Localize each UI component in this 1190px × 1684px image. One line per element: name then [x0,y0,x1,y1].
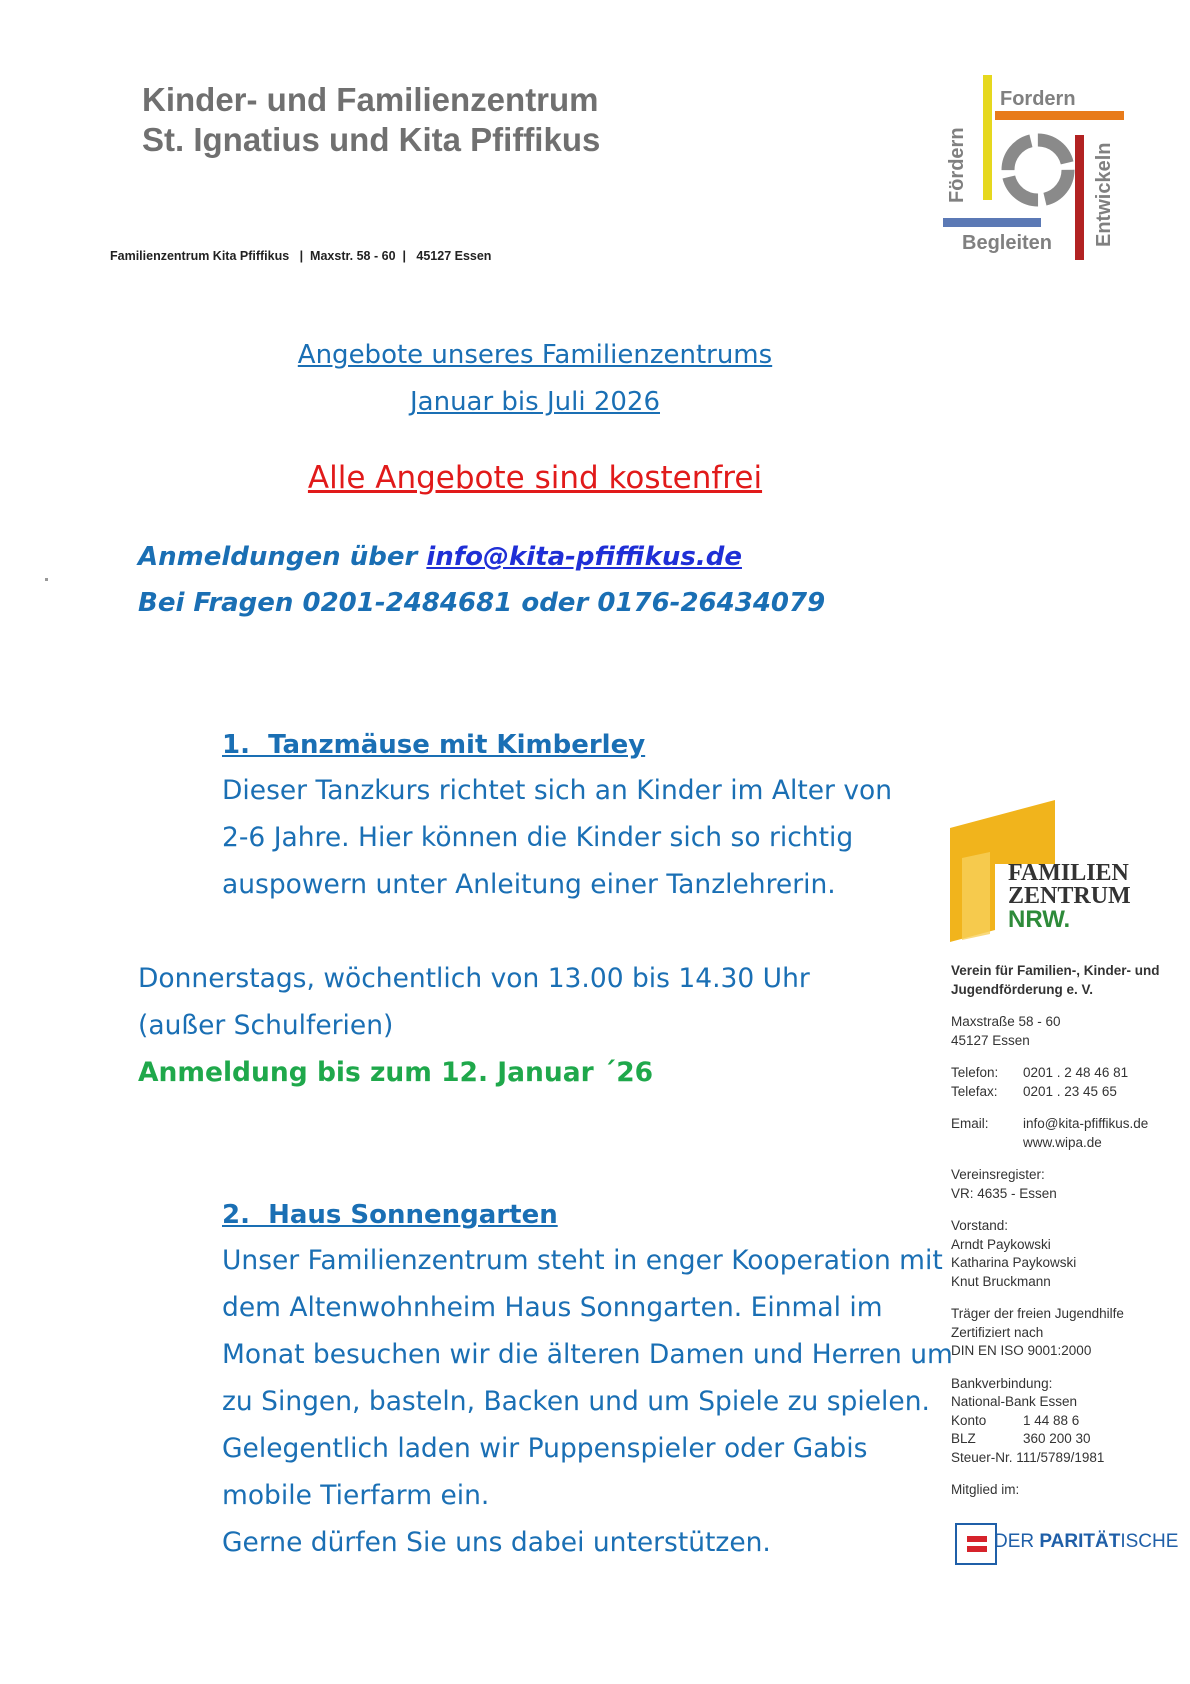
section-1-body [222,767,892,908]
section-1-heading: 1. Tanzmäuse mit Kimberley [222,730,646,760]
section-2-line: Monat besuchen wir die älteren Damen und Herren um [222,1339,953,1370]
sidebar-register: VR: 4635 - Essen [951,1185,1057,1201]
header-address: Familienzentrum Kita Pfiffikus | Maxstr. 58 - 60 | 45127 Essen [110,249,492,263]
logo-blue-bar [943,218,1041,227]
section-1-line: auspowern unter Anleitung einer Tanzlehrerin. [222,869,836,900]
logo-orange-bar [995,111,1124,120]
registration-line [138,542,742,572]
logo-ring-icon [1008,140,1068,200]
sidebar-city: 45127 Essen [951,1032,1030,1048]
registration-email-link[interactable]: info@kita-pfiffikus.de [426,542,742,572]
sidebar-member-label: Mitglied im: [951,1482,1020,1497]
logo-red-bar [1075,135,1084,260]
sidebar-telefon: Telefon: 0201 . 2 48 46 81 [951,1065,1129,1080]
logo-entwickeln: Entwickeln [1093,142,1115,247]
free-notice: Alle Angebote sind kostenfrei [307,460,763,496]
sidebar-board-label: Vorstand: [951,1218,1009,1233]
section-2-heading: 2. Haus Sonnengarten [222,1200,558,1230]
sidebar-traeger-1: Träger der freien Jugendhilfe [951,1306,1124,1321]
sidebar-board-member: Katharina Paykowski [951,1255,1077,1270]
sidebar-email: Email: info@kita-pfiffikus.de [951,1116,1149,1131]
section-1-note: (außer Schulferien) [138,1010,394,1041]
offers-period: Januar bis Juli 2026 [409,387,660,417]
sidebar-street: Maxstraße 58 - 60 [951,1014,1061,1029]
nrw-logo-line2: ZENTRUM [1008,883,1131,909]
section-2-body [222,1237,953,1566]
paritaet-logo-text: DER PARITÄTISCHE [994,1531,1179,1552]
sidebar-info [951,962,1160,1500]
logo-fordern: Fordern [1000,88,1076,110]
sidebar-org-1: Verein für Familien-, Kinder- und [951,963,1160,978]
title-line-1: Kinder- und Familienzentrum [142,81,599,118]
sidebar-board-member: Arndt Paykowski [951,1236,1051,1252]
title-line-2: St. Ignatius und Kita Pfiffikus [142,121,601,158]
familienzentrum-logo [935,75,1135,265]
sidebar-bank-label: Bankverbindung: [951,1375,1053,1391]
stray-dot [45,578,48,581]
paritaet-logo-box [955,1523,997,1565]
section-2-line: Gelegentlich laden wir Puppenspieler oder Gabis [222,1433,868,1464]
sidebar-telefax: Telefax: 0201 . 23 45 65 [951,1083,1117,1099]
sidebar-web: www.wipa.de [1023,1134,1102,1150]
section-1-line: 2-6 Jahre. Hier können die Kinder sich so richtig [222,822,854,853]
sidebar-org-2: Jugendförderung e. V. [951,981,1094,997]
nrw-logo-line1: FAMILIEN [1008,860,1129,886]
questions-line: Bei Fragen 0201-2484681 oder 0176-26434079 [138,588,826,618]
section-2-line: mobile Tierfarm ein. [222,1480,490,1511]
logo-yellow-bar [983,75,992,200]
sidebar-board-member: Knut Bruckmann [951,1273,1051,1289]
sidebar-register-label: Vereinsregister: [951,1167,1045,1182]
organization-title [142,80,600,160]
section-1-details [138,955,810,1096]
section-1-deadline: Anmeldung bis zum 12. Januar ´26 [138,1057,654,1088]
sidebar-blz: BLZ 360 200 30 [951,1431,1091,1446]
logo-foerdern: Fördern [946,127,968,203]
registration-prefix: Anmeldungen über [138,542,427,572]
section-2-line: Gerne dürfen Sie uns dabei unterstützen. [222,1527,771,1558]
familienzentrum-nrw-logo [950,800,1140,945]
section-2-line: zu Singen, basteln, Backen und um Spiele zu spielen. [222,1386,930,1417]
sidebar-tax: Steuer-Nr. 111/5789/1981 [951,1449,1105,1465]
section-1-schedule: Donnerstags, wöchentlich von 13.00 bis 14.30 Uhr [138,963,810,994]
nrw-logo-line3: NRW. [1008,906,1071,933]
sidebar-traeger-2: Zertifiziert nach [951,1324,1044,1340]
sidebar-bank: National-Bank Essen [951,1394,1078,1409]
section-2-line: dem Altenwohnheim Haus Sonngarten. Einmal im [222,1292,883,1323]
logo-begleiten: Begleiten [962,232,1053,254]
section-2-line: Unser Familienzentrum steht in enger Kooperation mit [222,1245,943,1276]
section-1-line: Dieser Tanzkurs richtet sich an Kinder im Alter von [222,775,893,806]
sidebar-konto: Konto 1 44 88 6 [951,1412,1080,1428]
sidebar-traeger-3: DIN EN ISO 9001:2000 [951,1343,1092,1358]
offers-title: Angebote unseres Familienzentrums [297,340,773,370]
